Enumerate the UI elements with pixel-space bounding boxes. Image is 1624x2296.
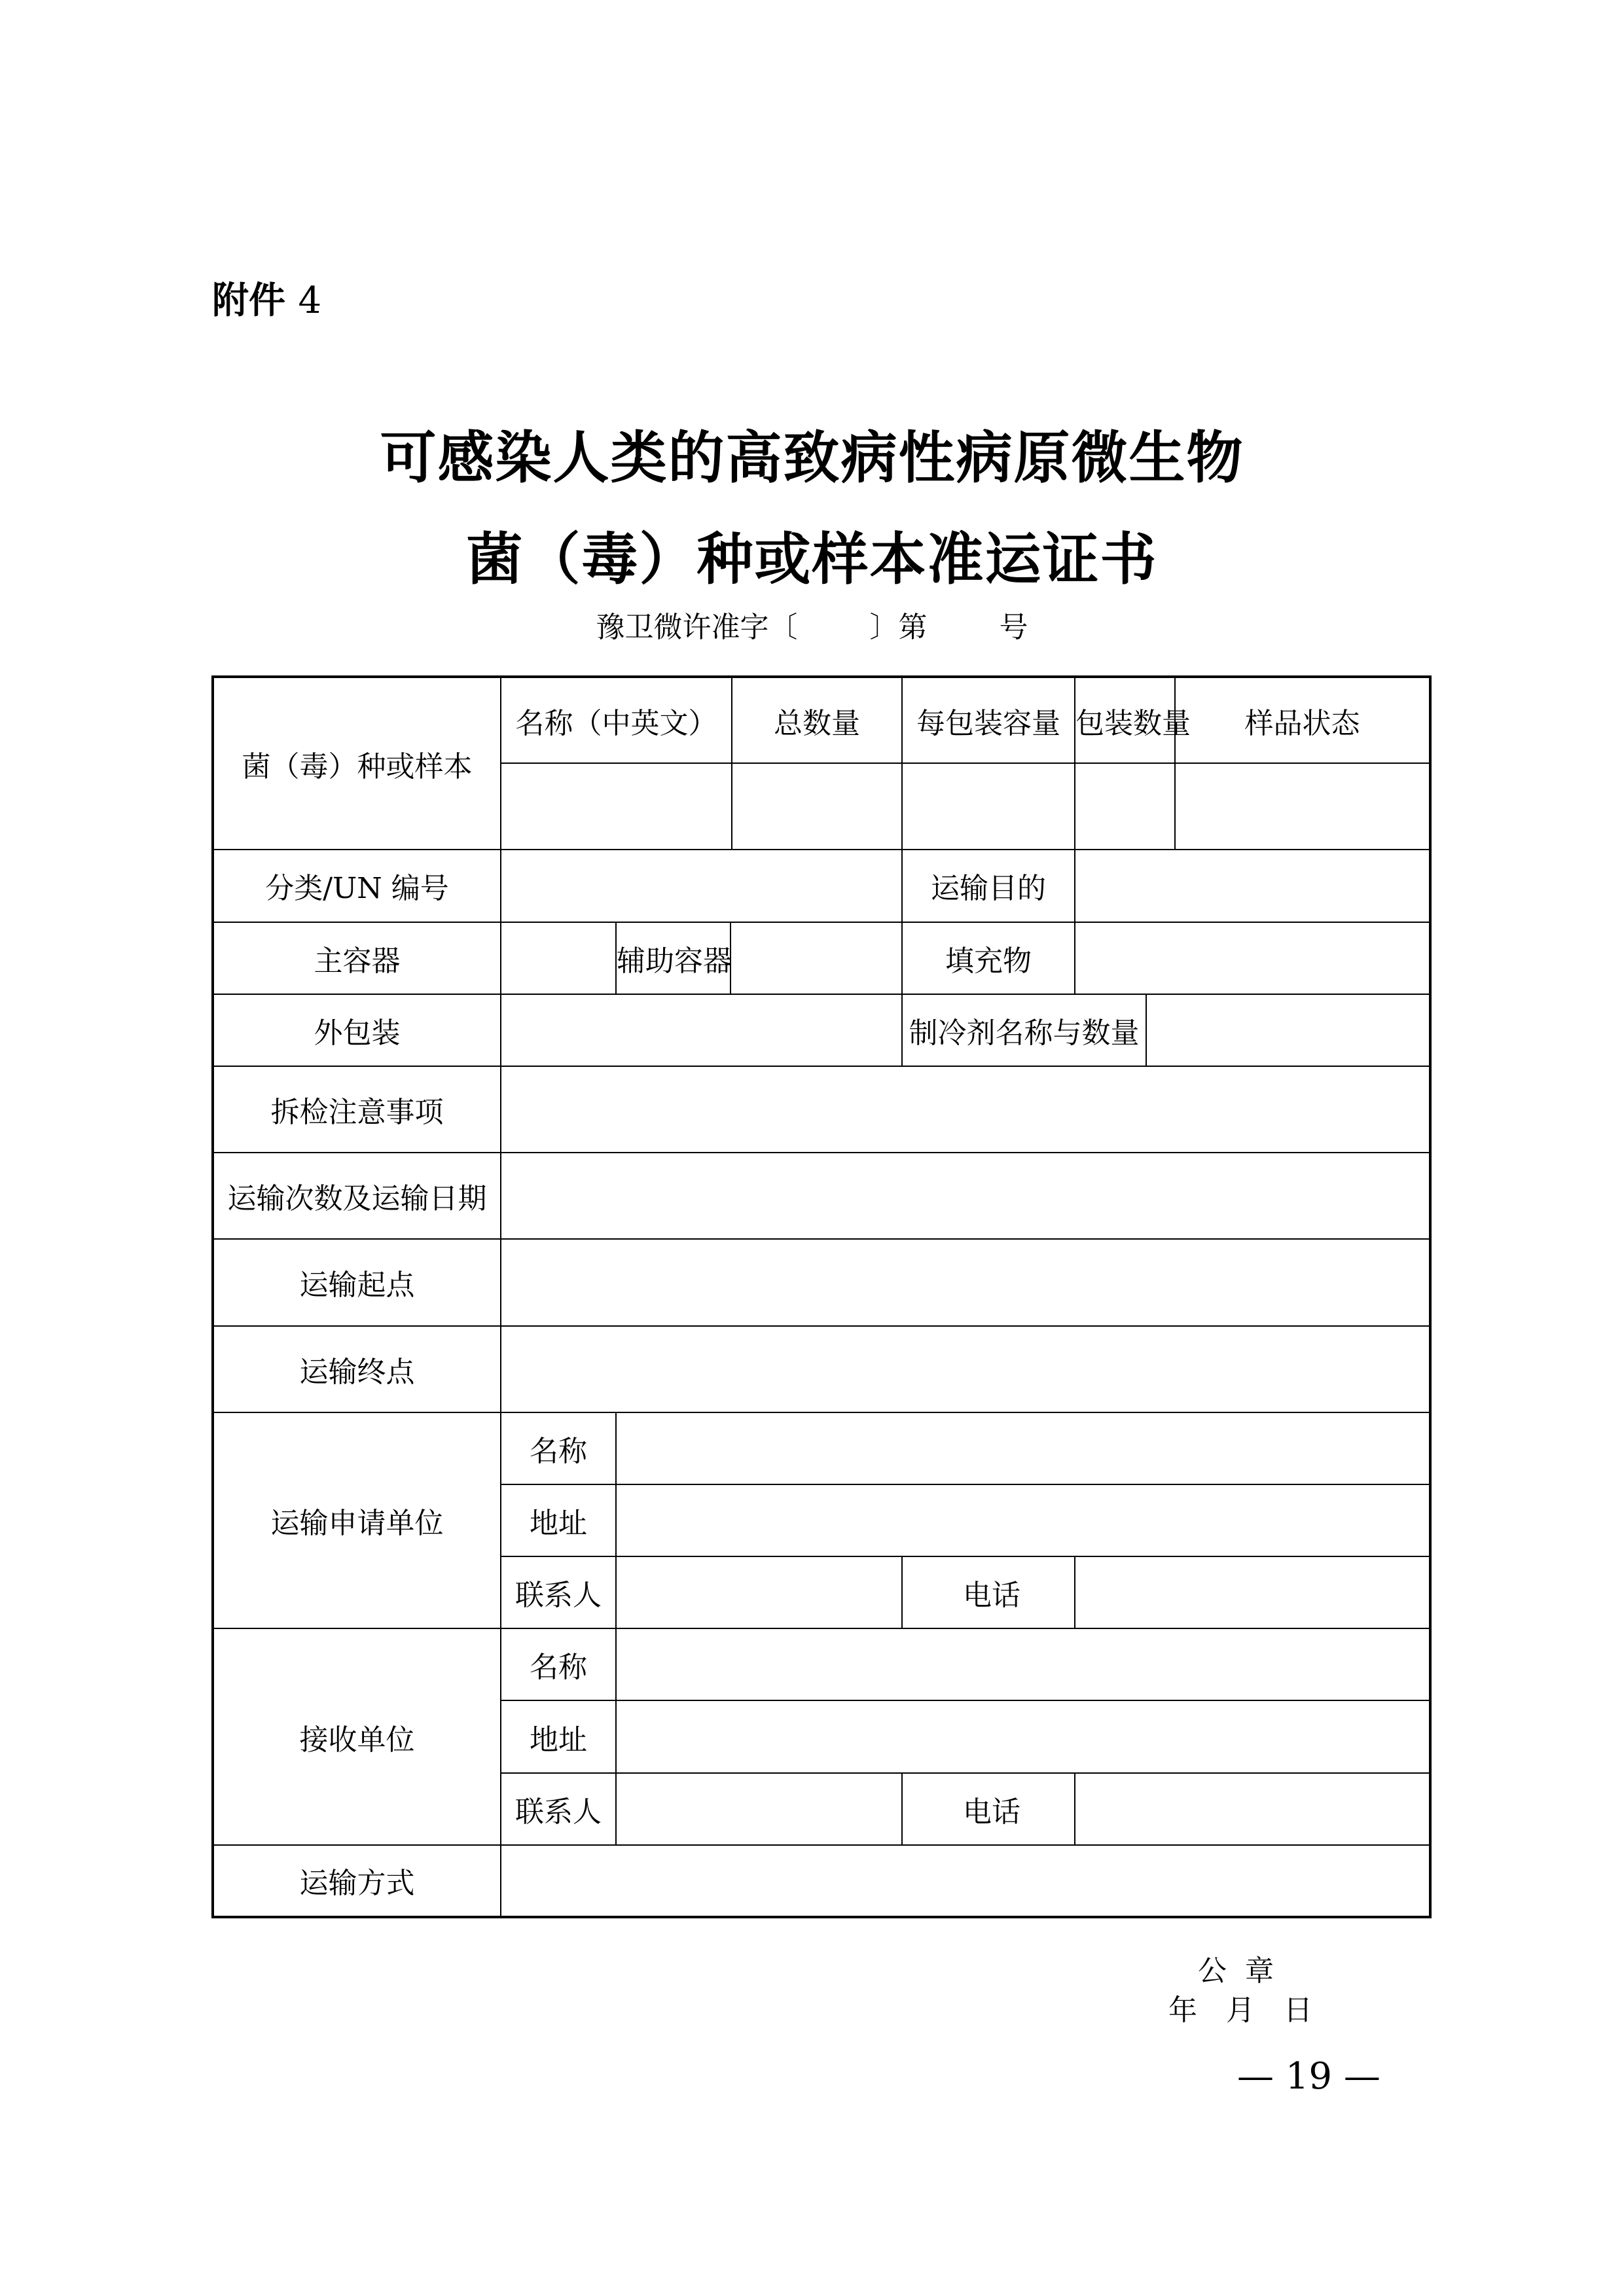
document-title-line2: 菌（毒）种或样本准运证书 [466,526,1158,592]
label-transport-method: 运输方式 [213,1845,501,1917]
attachment-number: 4 [298,279,322,322]
label-applicant-phone: 电话 [902,1556,1075,1628]
seal-date-month: 月 [1226,1994,1255,2027]
input-inspection-notes[interactable] [501,1066,1430,1153]
input-sample-per-pack[interactable] [902,763,1075,850]
seal-date-day: 日 [1284,1994,1312,2027]
docno-suffix: 号 [999,611,1028,644]
label-applicant-name: 名称 [501,1412,616,1484]
input-receiver-contact[interactable] [616,1773,902,1845]
input-sample-name[interactable] [501,763,732,850]
label-origin: 运输起点 [213,1239,501,1325]
attachment-label [212,272,321,324]
label-receiving-unit: 接收单位 [213,1628,501,1845]
label-purpose: 运输目的 [902,850,1075,922]
input-classification[interactable] [501,850,902,922]
col-header-name: 名称（中英文） [501,677,732,763]
label-receiver-address: 地址 [501,1700,616,1772]
input-origin[interactable] [501,1239,1430,1325]
input-receiver-name[interactable] [616,1628,1430,1700]
label-classification: 分类/UN 编号 [213,850,501,922]
label-destination: 运输终点 [213,1326,501,1412]
permit-form-table [211,675,1432,1918]
input-applicant-name[interactable] [616,1412,1430,1484]
label-strain-or-sample: 菌（毒）种或样本 [213,677,501,850]
input-sample-state[interactable] [1175,763,1430,850]
col-header-per-pack: 每包装容量 [902,677,1075,763]
document-number [0,603,1624,645]
document-title-line1: 可感染人类的高致病性病原微生物 [380,425,1244,491]
page-number: — 19 — [1237,2055,1380,2098]
label-coolant: 制冷剂名称与数量 [902,994,1146,1066]
input-filler[interactable] [1075,922,1430,994]
input-receiver-address[interactable] [616,1700,1430,1772]
label-receiver-name: 名称 [501,1628,616,1700]
seal-date [1168,1986,1312,2028]
input-outer-packaging[interactable] [501,994,902,1066]
label-filler: 填充物 [902,922,1075,994]
label-receiver-contact: 联系人 [501,1773,616,1845]
col-header-total: 总数量 [732,677,902,763]
label-primary-container: 主容器 [213,922,501,994]
label-applicant-address: 地址 [501,1484,616,1556]
input-receiver-phone[interactable] [1075,1773,1430,1845]
label-inspection-notes: 拆检注意事项 [213,1066,501,1153]
input-destination[interactable] [501,1326,1430,1412]
seal-date-year: 年 [1168,1994,1197,2027]
input-applicant-contact[interactable] [616,1556,902,1628]
col-header-state: 样品状态 [1175,677,1430,763]
input-purpose[interactable] [1075,850,1430,922]
docno-bracket-close: 〕第 [869,611,928,644]
label-applicant-contact: 联系人 [501,1556,616,1628]
attachment-label-text: 附件 [212,279,285,322]
input-sample-total[interactable] [732,763,902,850]
input-applicant-phone[interactable] [1075,1556,1430,1628]
input-sample-pack-count[interactable] [1075,763,1175,850]
label-times-and-dates: 运输次数及运输日期 [213,1153,501,1239]
col-header-pack-count: 包装数量 [1075,677,1175,763]
input-coolant[interactable] [1146,994,1430,1066]
label-applicant-unit: 运输申请单位 [213,1412,501,1629]
input-transport-method[interactable] [501,1845,1430,1917]
input-primary-container[interactable] [501,922,616,994]
label-outer-packaging: 外包装 [213,994,501,1066]
label-secondary-container: 辅助容器 [616,922,731,994]
input-secondary-container[interactable] [731,922,902,994]
label-receiver-phone: 电话 [902,1773,1075,1845]
input-times-and-dates[interactable] [501,1153,1430,1239]
input-applicant-address[interactable] [616,1484,1430,1556]
docno-prefix: 豫卫微许准字〔 [596,611,798,644]
official-seal-label: 公 章 [1198,1954,1274,1988]
